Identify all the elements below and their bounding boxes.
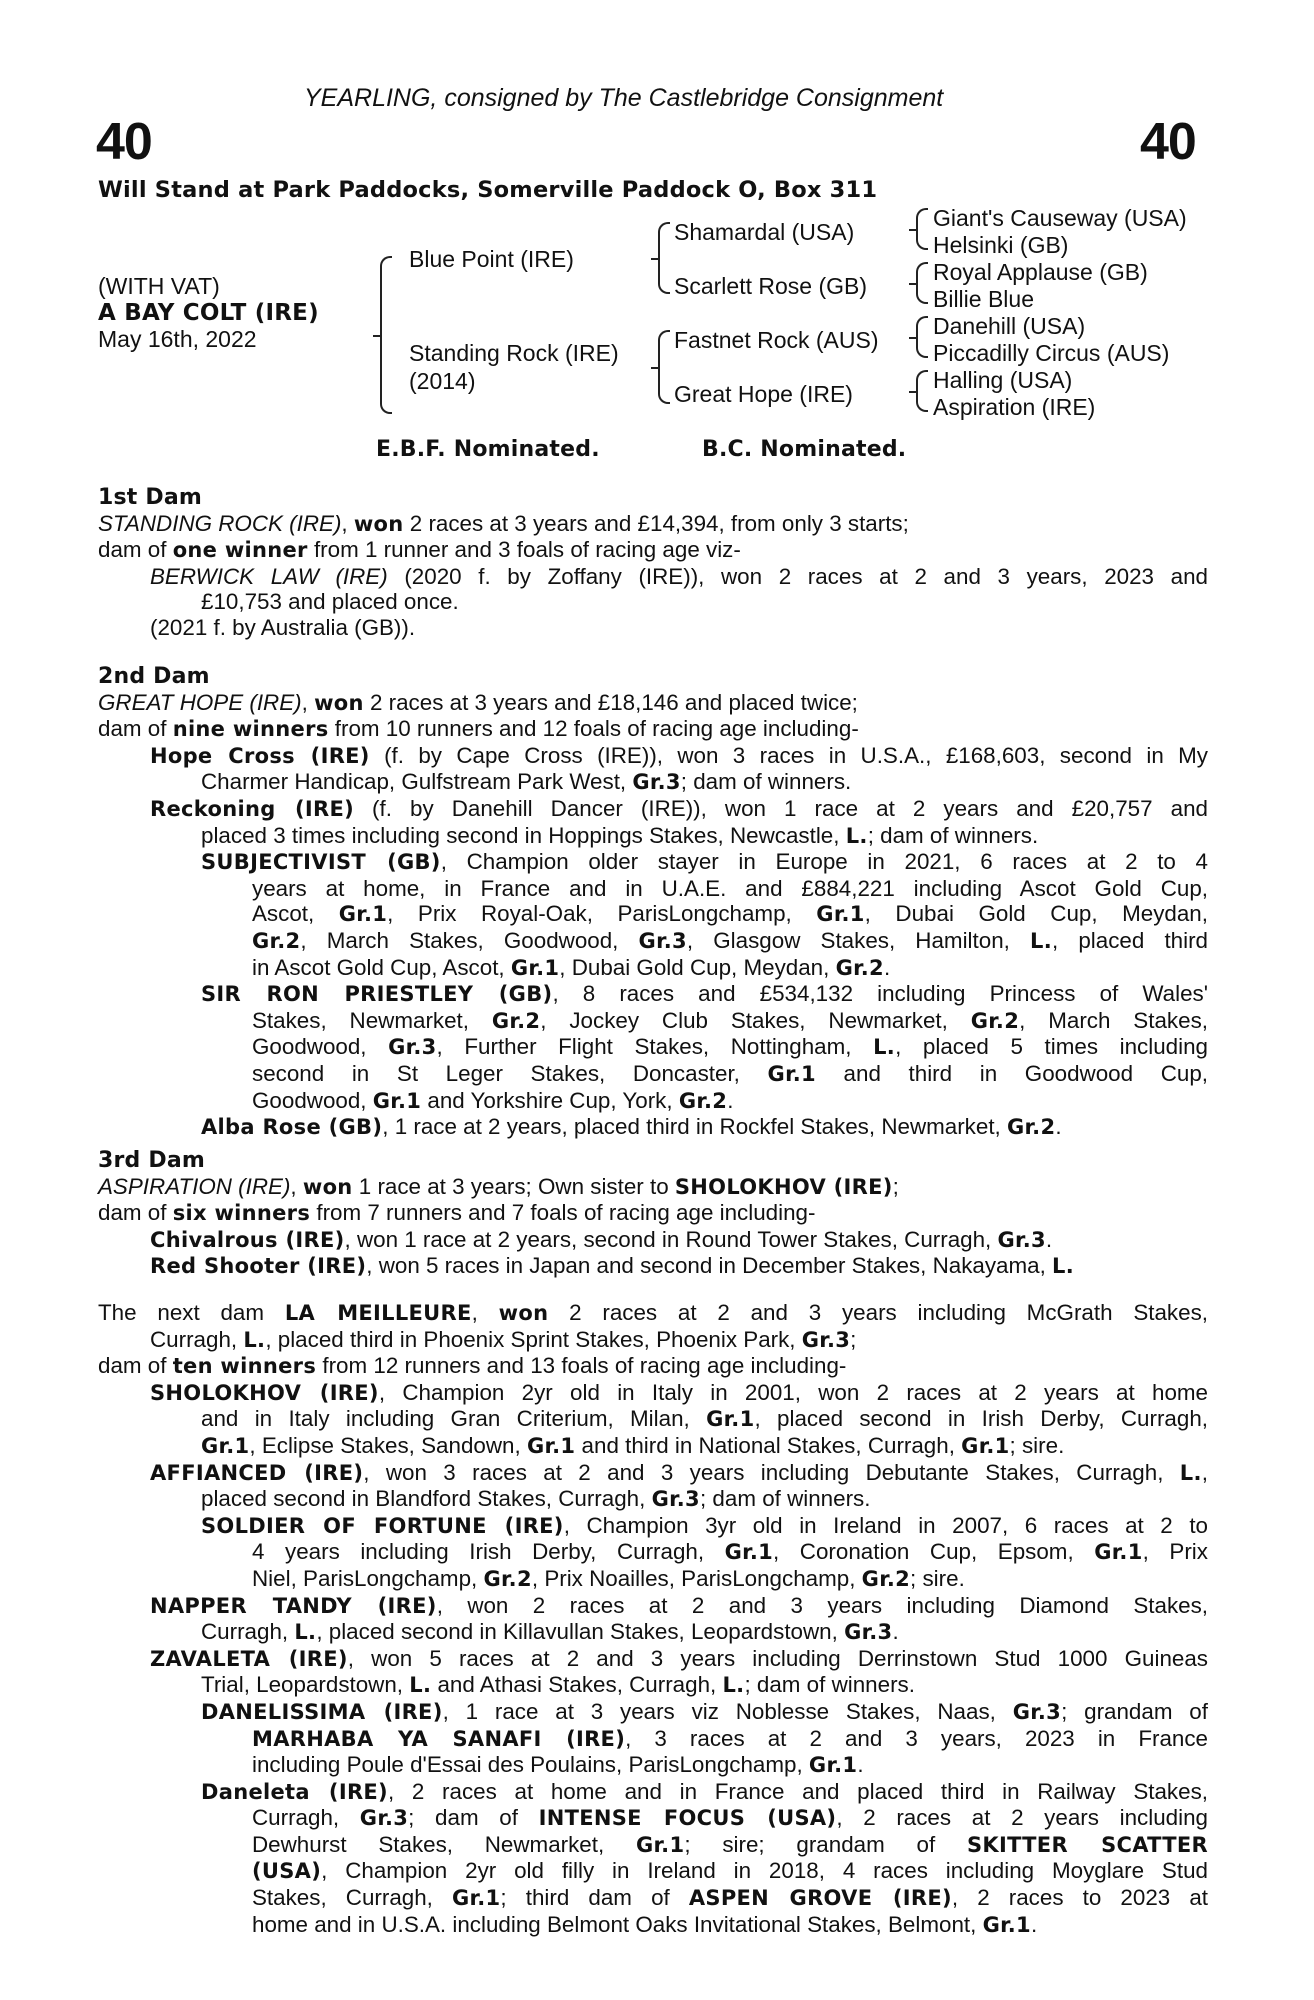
ggp-1: Giant's Causeway (USA) [933, 205, 1187, 231]
dam-name: STANDING ROCK (IRE) [98, 510, 342, 536]
produce-entry-cont: Niel, ParisLongchamp, Gr.2, Prix Noailles, ParisLongchamp, Gr.2; sire. [252, 1565, 965, 1591]
vat-note: (WITH VAT) [98, 273, 220, 299]
produce-entry-cont: Goodwood, Gr.3, Further Flight Stakes, Nottingham, L., placed 5 times including [252, 1034, 1209, 1060]
brace-dam [658, 330, 670, 404]
third-dam-section [98, 1148, 1208, 1280]
produce-entry-cont: second in St Leger Stakes, Doncaster, Gr.1 and third in Goodwood Cup, [252, 1060, 1208, 1086]
dam-sire: Fastnet Rock (AUS) [674, 327, 879, 353]
horse-name: A BAY COLT (IRE) [98, 300, 319, 326]
produce-entry: Daneleta (IRE), 2 races at home and in France and placed third in Railway Stakes, [201, 1778, 1208, 1804]
produce-summary: dam of nine winners from 10 runners and 12 foals of racing age including- [98, 716, 859, 742]
ggp-4: Billie Blue [933, 286, 1034, 312]
ggp-3: Royal Applause (GB) [933, 259, 1148, 285]
produce-entry-cont: £10,753 and placed once. [201, 589, 459, 615]
produce-entry-cont: Stakes, Newmarket, Gr.2, Jockey Club Stakes, Newmarket, Gr.2, March Stakes, [252, 1007, 1208, 1033]
produce-entry-cont: Trial, Leopardstown, L. and Athasi Stakes, Curragh, L.; dam of winners. [201, 1672, 915, 1698]
lot-number-right: 40 [1140, 113, 1196, 171]
produce-entry: SUBJECTIVIST (GB), Champion older stayer in Europe in 2021, 6 races at 2 to 4 [201, 849, 1208, 875]
section-heading: 1st Dam [98, 485, 203, 510]
sire-dam: Scarlett Rose (GB) [674, 273, 867, 299]
produce-entry: DANELISSIMA (IRE), 1 race at 3 years viz Noblesse Stakes, Naas, Gr.3; grandam of [201, 1698, 1208, 1724]
brace-ggp-1 [916, 208, 928, 250]
produce-entry: SOLDIER OF FORTUNE (IRE), Champion 3yr old in Ireland in 2007, 6 races at 2 to [201, 1512, 1208, 1538]
produce-entry-cont: Dewhurst Stakes, Newmarket, Gr.1; sire; grandam of SKITTER SCATTER [252, 1831, 1208, 1857]
section-heading: 2nd Dam [98, 664, 210, 689]
produce-entry-cont: Ascot, Gr.1, Prix Royal-Oak, ParisLongchamp, Gr.1, Dubai Gold Cup, Meydan, [252, 901, 1208, 927]
dam-line: GREAT HOPE (IRE), won 2 races at 3 years and £18,146 and placed twice; [98, 689, 858, 715]
produce-entry: AFFIANCED (IRE), won 3 races at 2 and 3 years including Debutante Stakes, Curragh, L., [150, 1459, 1208, 1485]
first-dam-section [98, 485, 1208, 641]
dam-name: Standing Rock (IRE) [409, 340, 619, 366]
brace-ggp-4 [916, 370, 928, 412]
produce-entry: SIR RON PRIESTLEY (GB), 8 races and £534,132 including Princess of Wales' [201, 981, 1208, 1007]
dam-line: The next dam LA MEILLEURE, won 2 races at 2 and 3 years including McGrath Stakes, [98, 1300, 1208, 1325]
dam-year: (2014) [409, 368, 476, 394]
produce-entry-cont: Curragh, L., placed second in Killavullan Stakes, Leopardstown, Gr.3. [201, 1619, 899, 1645]
produce-entry-cont: years at home, in France and in U.A.E. and £884,221 including Ascot Gold Cup, [252, 875, 1208, 901]
sire-sire: Shamardal (USA) [674, 219, 855, 245]
ggp-5: Danehill (USA) [933, 313, 1086, 339]
produce-entry-cont: Gr.1, Eclipse Stakes, Sandown, Gr.1 and third in National Stakes, Curragh, Gr.1; sire. [201, 1432, 1065, 1458]
ebf-nominated: E.B.F. Nominated. [376, 437, 600, 462]
produce-summary: dam of one winner from 1 runner and 3 foals of racing age viz- [98, 537, 741, 563]
ggp-2: Helsinki (GB) [933, 232, 1069, 258]
produce-entry-cont: Charmer Handicap, Gulfstream Park West, Gr.3; dam of winners. [201, 769, 852, 795]
dam-line-cont: Curragh, L., placed third in Phoenix Sprint Stakes, Phoenix Park, Gr.3; [150, 1326, 857, 1352]
produce-entry-cont: 4 years including Irish Derby, Curragh, Gr.1, Coronation Cup, Epsom, Gr.1, Prix [252, 1539, 1208, 1565]
produce-entry: SHOLOKHOV (IRE), Champion 2yr old in Italy in 2001, won 2 races at 2 years at home [150, 1379, 1209, 1405]
produce-entry-cont: MARHABA YA SANAFI (IRE), 3 races at 2 and 3 years, 2023 in France [252, 1725, 1209, 1751]
consignor-line: YEARLING, consigned by The Castlebridge Consignment [304, 84, 944, 112]
produce-summary: dam of ten winners from 12 runners and 13 foals of racing age including- [98, 1353, 847, 1379]
dam-line: ASPIRATION (IRE), won 1 race at 3 years; Own sister to SHOLOKHOV (IRE); [98, 1173, 899, 1199]
produce-entry-cont: home and in U.S.A. including Belmont Oaks Invitational Stakes, Belmont, Gr.1. [252, 1911, 1038, 1937]
lot-number-left: 40 [96, 113, 152, 171]
produce-entry: Red Shooter (IRE), won 5 races in Japan and second in December Stakes, Nakayama, L. [150, 1253, 1075, 1279]
second-dam-section [98, 664, 1208, 1141]
dam-line: STANDING ROCK (IRE), won 2 races at 3 years and £14,394, from only 3 starts; [98, 510, 909, 536]
produce-entry-cont: in Ascot Gold Cup, Ascot, Gr.1, Dubai Gold Cup, Meydan, Gr.2. [252, 954, 891, 980]
dam-dam: Great Hope (IRE) [674, 381, 853, 407]
produce-entry-cont: including Poule d'Essai des Poulains, ParisLongchamp, Gr.1. [252, 1752, 864, 1778]
produce-entry: NAPPER TANDY (IRE), won 2 races at 2 and 3 years including Diamond Stakes, [150, 1592, 1209, 1618]
produce-entry-cont: Gr.2, March Stakes, Goodwood, Gr.3, Glasgow Stakes, Hamilton, L., placed third [252, 927, 1208, 953]
section-heading: 3rd Dam [98, 1148, 205, 1173]
produce-entry-cont: placed 3 times including second in Hoppings Stakes, Newcastle, L.; dam of winners. [201, 822, 1039, 848]
produce-entry: ZAVALETA (IRE), won 5 races at 2 and 3 years including Derrinstown Stud 1000 Guineas [150, 1645, 1209, 1671]
produce-entry: (2021 f. by Australia (GB)). [150, 614, 416, 640]
ggp-8: Aspiration (IRE) [933, 394, 1096, 420]
next-dam-section [98, 1300, 1208, 1938]
produce-entry-cont: and in Italy including Gran Criterium, Milan, Gr.1, placed second in Irish Derby, Curragh, [201, 1406, 1209, 1432]
ggp-7: Halling (USA) [933, 367, 1073, 393]
produce-entry: Reckoning (IRE) (f. by Danehill Dancer (IRE)), won 1 race at 2 years and £20,757 and [150, 795, 1208, 821]
produce-entry: Chivalrous (IRE), won 1 race at 2 years, second in Round Tower Stakes, Curragh, Gr.3. [150, 1226, 1053, 1252]
produce-entry: BERWICK LAW (IRE) (2020 f. by Zoffany (IRE)), won 2 races at 2 and 3 years, 2023 and [150, 563, 1208, 589]
produce-entry-cont: Stakes, Curragh, Gr.1; third dam of ASPEN GROVE (IRE), 2 races to 2023 at [252, 1885, 1209, 1911]
horse-dob: May 16th, 2022 [98, 326, 257, 352]
stand-info: Will Stand at Park Paddocks, Somerville Paddock O, Box 311 [98, 177, 878, 203]
brace-ggp-2 [916, 262, 928, 304]
ggp-6: Piccadilly Circus (AUS) [933, 340, 1170, 366]
produce-summary: dam of six winners from 7 runners and 7 foals of racing age including- [98, 1200, 816, 1226]
brace-ggp-3 [916, 316, 928, 358]
produce-entry: Alba Rose (GB), 1 race at 2 years, placed third in Rockfel Stakes, Newmarket, Gr.2. [201, 1114, 1062, 1140]
produce-entry-cont: (USA), Champion 2yr old filly in Ireland in 2018, 4 races including Moyglare Stud [252, 1858, 1208, 1884]
produce-entry: Hope Cross (IRE) (f. by Cape Cross (IRE)), won 3 races in U.S.A., £168,603, second in My [150, 742, 1209, 768]
sire-name: Blue Point (IRE) [409, 246, 574, 272]
bc-nominated: B.C. Nominated. [702, 437, 907, 462]
brace-sire [658, 222, 670, 294]
produce-entry-cont: placed second in Blandford Stakes, Curragh, Gr.3; dam of winners. [201, 1486, 871, 1512]
produce-entry-cont: Goodwood, Gr.1 and Yorkshire Cup, York, Gr.2. [252, 1087, 734, 1113]
brace-main [380, 256, 392, 414]
produce-entry-cont: Curragh, Gr.3; dam of INTENSE FOCUS (USA), 2 races at 2 years including [252, 1805, 1208, 1831]
